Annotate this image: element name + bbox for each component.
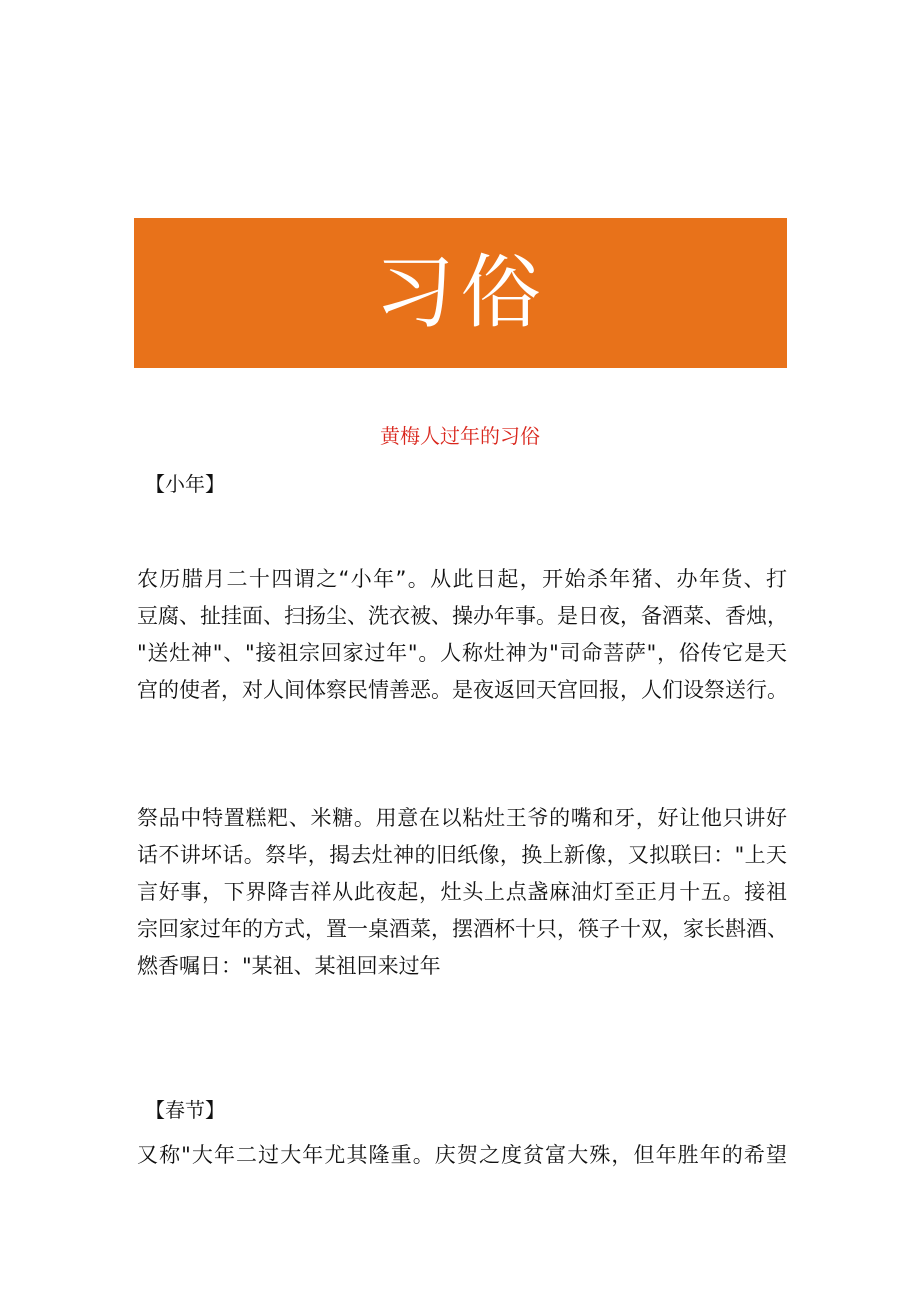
text-line: 祭品中特置糕粑、米糖。用意在以粘灶王爷的嘴和牙，好让他只讲好 xyxy=(137,806,787,830)
section-heading-xiaonian: 【小年】 xyxy=(145,472,225,496)
paragraph-chunjie-1 xyxy=(137,1137,787,1174)
text-line: "送灶神"、"接祖宗回家过年"。人称灶神为"司命菩萨"，俗传它是天 xyxy=(137,641,787,665)
text-line: 又称"大年二过大年尤其隆重。庆贺之度贫富大殊，但年胜年的希望 xyxy=(137,1143,787,1167)
section-heading-chunjie: 【春节】 xyxy=(145,1098,225,1122)
text-line: 豆腐、扯挂面、扫扬尘、洗衣被、操办年事。是日夜，备酒菜、香烛， xyxy=(137,604,788,628)
text-line: 宫的使者，对人间体察民情善恶。是夜返回天宫回报，人们设祭送行。 xyxy=(137,678,788,702)
text-line: 宗回家过年的方式，置一桌酒菜，摆酒杯十只，筷子十双，家长斟酒、 xyxy=(137,917,788,941)
text-line: 农历腊月二十四谓之“小年”。从此日起，开始杀年猪、办年货、打 xyxy=(137,567,787,591)
text-line: 燃香嘱日："某祖、某祖回来过年 xyxy=(137,954,441,978)
banner-title: 习俗 xyxy=(374,246,547,339)
title-banner xyxy=(134,218,787,368)
text-line: 言好事，下界降吉祥从此夜起，灶头上点盏麻油灯至正月十五。接祖 xyxy=(137,880,787,904)
paragraph-xiaonian-1 xyxy=(137,561,787,709)
article-title: 黄梅人过年的习俗 xyxy=(380,424,540,448)
text-line: 话不讲坏话。祭毕，揭去灶神的旧纸像，换上新像，又拟联曰："上天 xyxy=(137,843,787,867)
paragraph-xiaonian-2 xyxy=(137,800,787,985)
